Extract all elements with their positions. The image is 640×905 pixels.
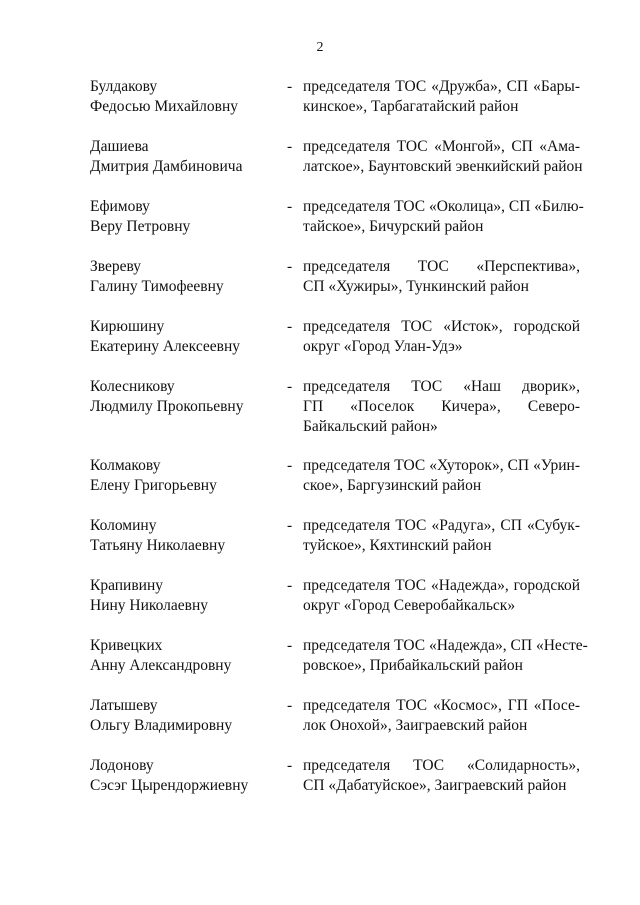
position-description — [303, 317, 580, 357]
list-item — [90, 516, 580, 556]
dash: - — [287, 378, 293, 395]
given-names: Федосью Михайловну — [90, 98, 238, 115]
person-name — [90, 377, 287, 437]
given-names: Татьяну Николаевну — [90, 537, 226, 554]
description-line: председателя ТОС «Космос», ГП «Посе- — [303, 697, 580, 714]
list-item — [90, 456, 580, 496]
description-line: ровское», Прибайкальский район — [303, 657, 523, 674]
surname: Колмакову — [90, 457, 161, 474]
list-item — [90, 137, 583, 177]
person-name — [90, 456, 287, 496]
list-item — [90, 756, 580, 796]
surname: Латышеву — [90, 697, 158, 714]
description-line: лок Онохой», Заиграевский район — [303, 717, 528, 734]
given-names: Елену Григорьевну — [90, 477, 217, 494]
position-description — [303, 576, 580, 616]
description-line: округ «Город Северобайкальск» — [303, 597, 516, 614]
description-line: округ «Город Улан-Удэ» — [303, 338, 463, 355]
person-name — [90, 756, 287, 796]
surname: Кирюшину — [90, 318, 165, 335]
description-line: тайское», Бичурский район — [303, 218, 484, 235]
dash: - — [287, 697, 293, 714]
list-item — [90, 576, 580, 616]
given-names: Анну Александровну — [90, 657, 232, 674]
description-line: председателя ТОС «Околица», СП «Билю- — [303, 198, 584, 215]
person-name — [90, 636, 287, 676]
description-line: председателя ТОС «Солидарность», — [303, 757, 580, 774]
person-name — [90, 696, 287, 736]
list-item — [90, 77, 580, 117]
list-item — [90, 197, 584, 237]
dash: - — [287, 517, 293, 534]
dash: - — [287, 577, 293, 594]
description-line: председателя ТОС «Наш дворик», — [303, 378, 580, 395]
dash: - — [287, 318, 293, 335]
person-name — [90, 317, 287, 357]
description-line: кинское», Тарбагатайский район — [303, 98, 519, 115]
given-names: Ольгу Владимировну — [90, 717, 233, 734]
description-line: СП «Хужиры», Тункинский район — [303, 278, 529, 295]
description-line: СП «Дабатуйское», Заиграевский район — [303, 777, 567, 794]
given-names: Веру Петровну — [90, 218, 191, 235]
given-names: Нину Николаевну — [90, 597, 209, 614]
person-name — [90, 77, 287, 117]
position-description — [303, 137, 583, 177]
surname: Дашиева — [90, 138, 149, 155]
award-list — [90, 77, 588, 796]
description-line: председателя ТОС «Хуторок», СП «Урин- — [303, 457, 580, 474]
list-item — [90, 696, 580, 736]
surname: Булдакову — [90, 78, 158, 95]
description-line: председателя ТОС «Дружба», СП «Бары- — [303, 78, 580, 95]
description-line: председателя ТОС «Перспектива», — [303, 258, 580, 275]
description-line: председателя ТОС «Радуга», СП «Субук- — [303, 517, 580, 534]
description-line: председателя ТОС «Надежда», городской — [303, 577, 580, 594]
person-name — [90, 516, 287, 556]
description-line: Байкальский район» — [303, 418, 438, 435]
description-line: ГП «Поселок Кичера», Северо- — [303, 398, 580, 415]
position-description — [303, 456, 580, 496]
person-name — [90, 137, 287, 177]
list-item — [90, 257, 580, 297]
description-line: председателя ТОС «Монгой», СП «Ама- — [303, 138, 580, 155]
position-description — [303, 257, 580, 297]
position-description — [303, 756, 580, 796]
dash: - — [287, 457, 293, 474]
dash: - — [287, 757, 293, 774]
person-name — [90, 576, 287, 616]
position-description — [303, 77, 580, 117]
surname: Лодонову — [90, 757, 154, 774]
position-description — [303, 197, 584, 237]
dash: - — [287, 258, 293, 275]
dash: - — [287, 78, 293, 95]
surname: Звереву — [90, 258, 142, 275]
given-names: Галину Тимофеевну — [90, 278, 224, 295]
description-line: председателя ТОС «Надежда», СП «Несте- — [303, 637, 588, 654]
dash: - — [287, 138, 293, 155]
list-item — [90, 377, 580, 437]
surname: Кривецких — [90, 637, 163, 654]
given-names: Людмилу Прокопьевну — [90, 398, 244, 415]
list-item — [90, 636, 588, 676]
given-names: Дмитрия Дамбиновича — [90, 158, 243, 175]
dash: - — [287, 637, 293, 654]
description-line: председателя ТОС «Исток», городской — [303, 318, 580, 335]
position-description — [303, 696, 580, 736]
list-item — [90, 317, 580, 357]
position-description — [303, 377, 580, 437]
description-line: туйское», Кяхтинский район — [303, 537, 492, 554]
surname: Колесникову — [90, 378, 175, 395]
description-line: ское», Баргузинский район — [303, 477, 482, 494]
given-names: Екатерину Алексеевну — [90, 338, 241, 355]
page-number: 2 — [316, 40, 324, 55]
person-name — [90, 197, 287, 237]
surname: Ефимову — [90, 198, 150, 215]
surname: Крапивину — [90, 577, 164, 594]
description-line: латское», Баунтовский эвенкийский район — [303, 158, 583, 175]
position-description — [303, 516, 580, 556]
position-description — [303, 636, 588, 676]
dash: - — [287, 198, 293, 215]
given-names: Сэсэг Цырендоржиевну — [90, 777, 249, 794]
person-name — [90, 257, 287, 297]
surname: Коломину — [90, 517, 157, 534]
